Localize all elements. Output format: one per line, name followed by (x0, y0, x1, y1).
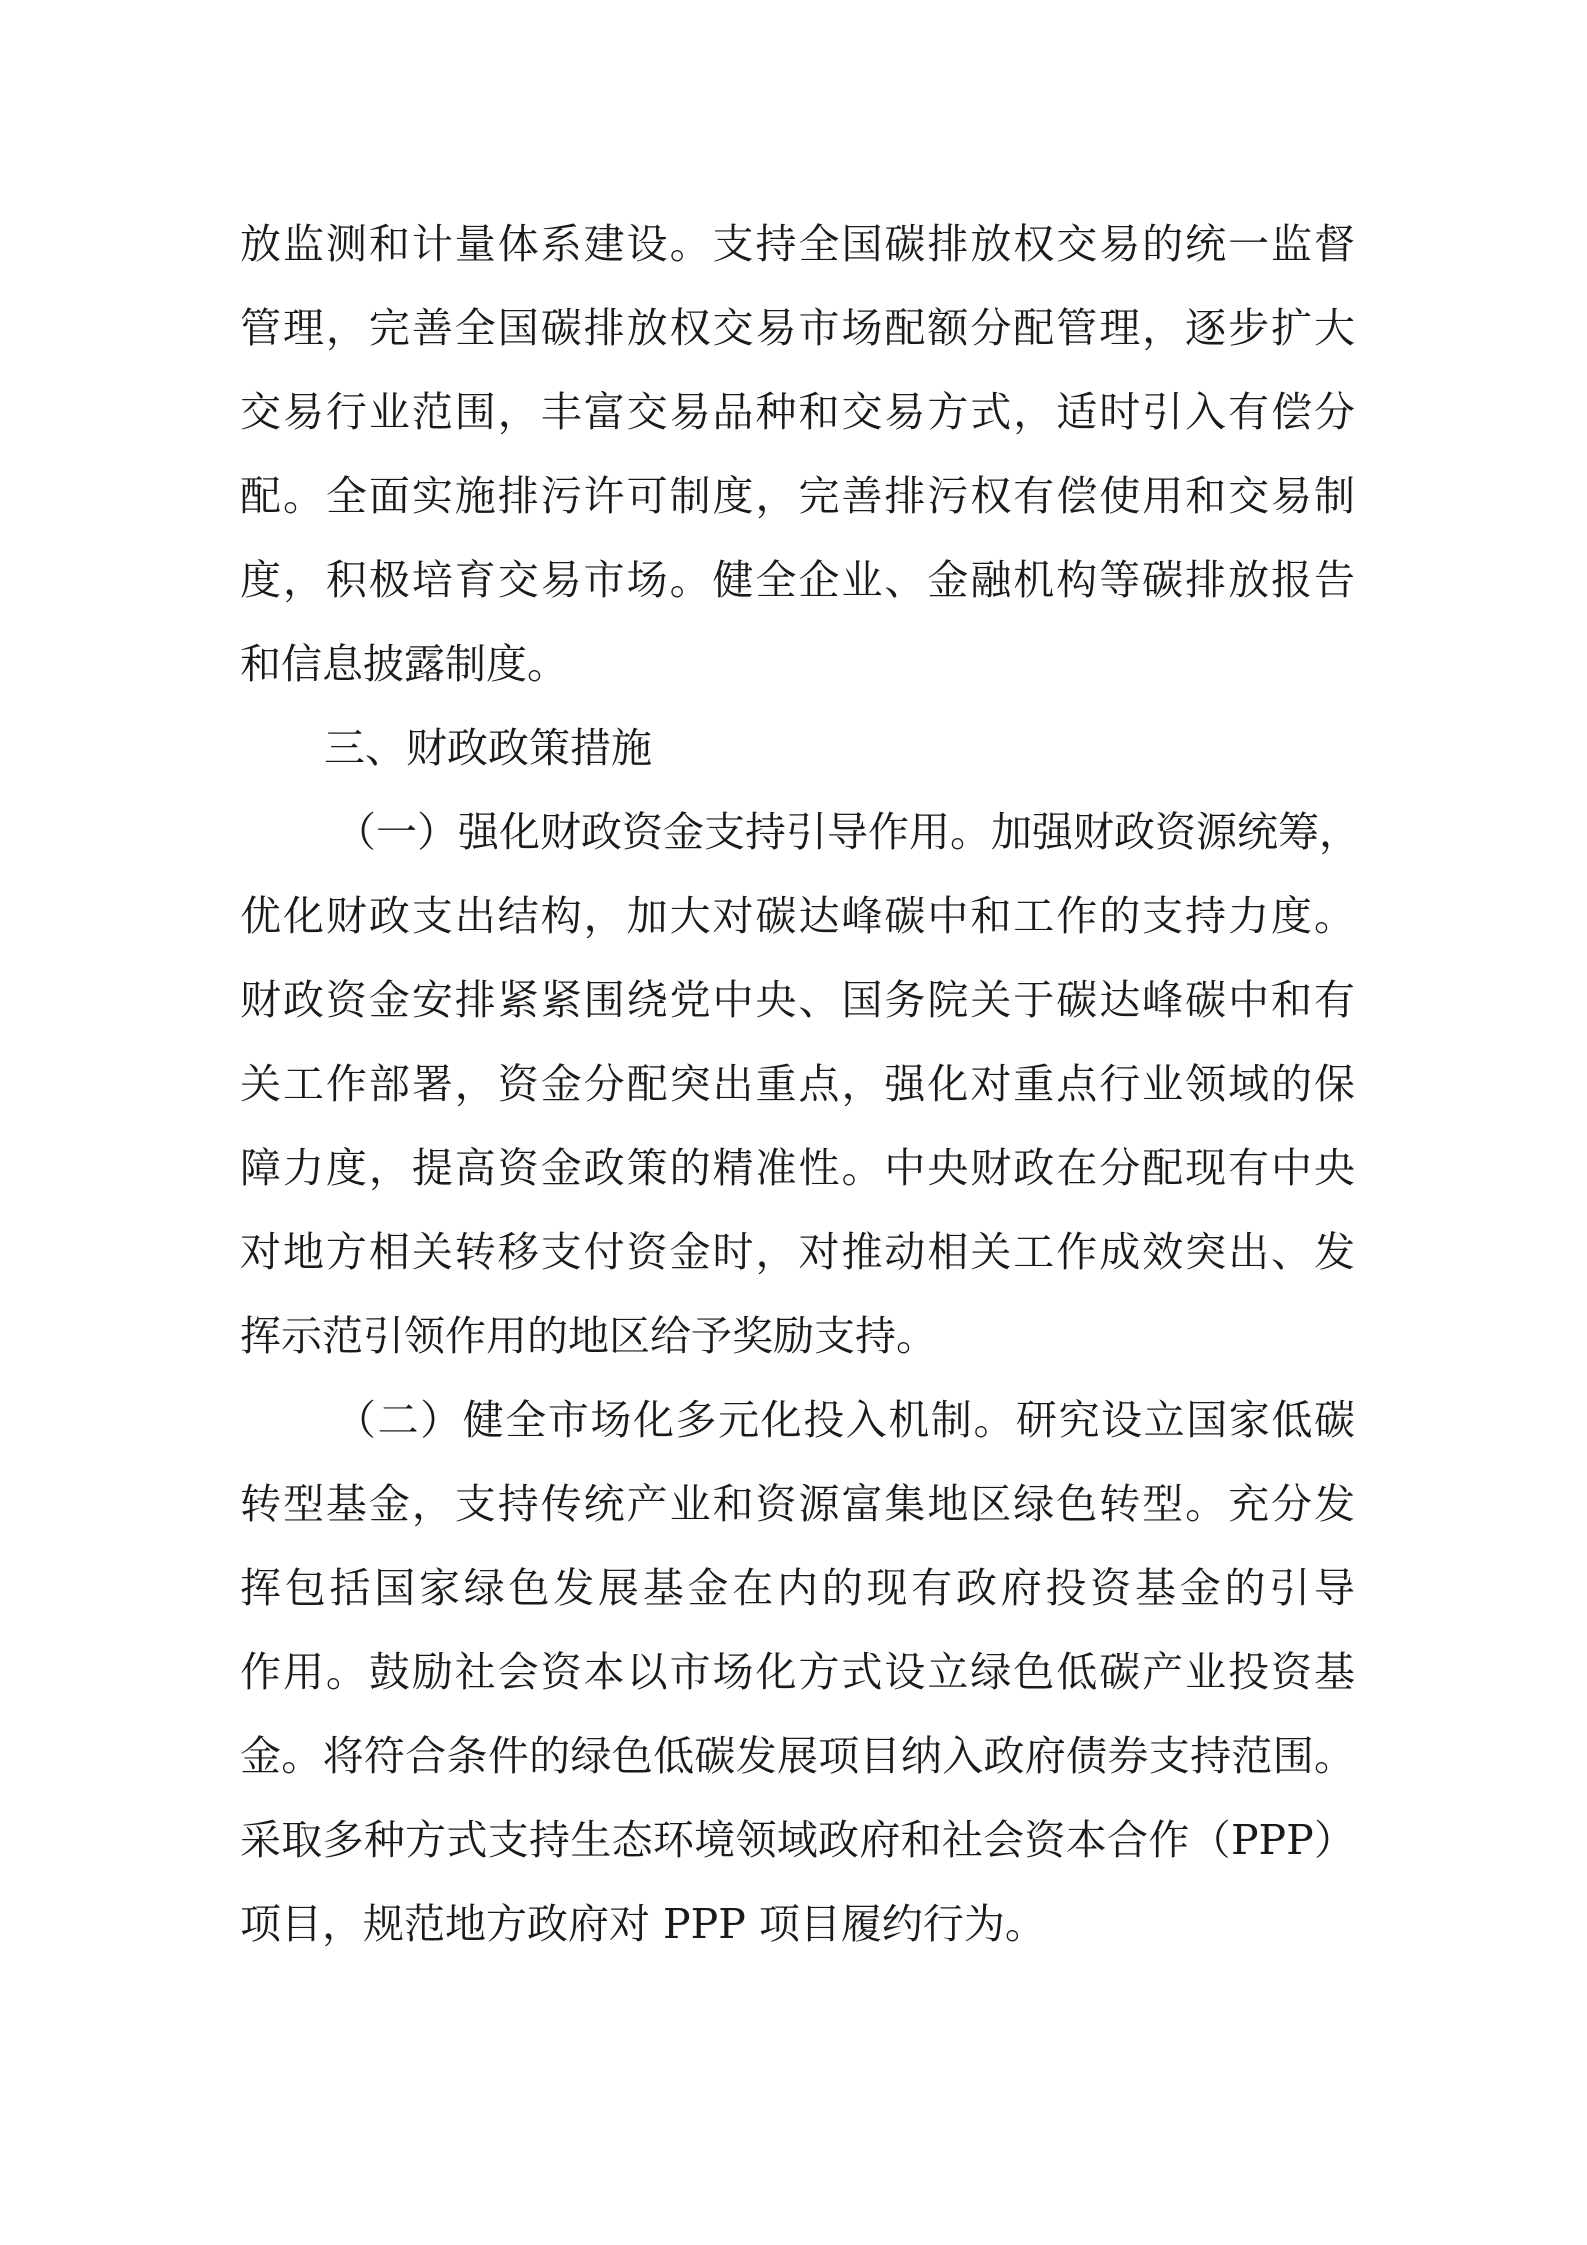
heading-fiscal-policy: 三、财政政策措施 (324, 724, 652, 772)
text-line: 对地方相关转移支付资金时，对推动相关工作成效突出、发 (240, 1228, 1355, 1276)
text-line: 放监测和计量体系建设。支持全国碳排放权交易的统一监督 (240, 220, 1355, 268)
text-line: 障力度，提高资金政策的精准性。中央财政在分配现有中央 (240, 1144, 1355, 1192)
text-line: （一）强化财政资金支持引导作用。加强财政资源统筹， (335, 808, 1360, 856)
text-line: 作用。鼓励社会资本以市场化方式设立绿色低碳产业投资基 (240, 1648, 1355, 1696)
text-line: 挥示范引领作用的地区给予奖励支持。 (240, 1312, 937, 1360)
text-line: 管理，完善全国碳排放权交易市场配额分配管理，逐步扩大 (240, 304, 1355, 352)
text-line: 转型基金，支持传统产业和资源富集地区绿色转型。充分发 (240, 1480, 1355, 1528)
paragraph-carbon-trading (240, 202, 1355, 706)
text-line: 项目，规范地方政府对 PPP 项目履约行为。 (240, 1900, 1046, 1948)
text-line: （二）健全市场化多元化投入机制。研究设立国家低碳 (335, 1396, 1355, 1444)
text-line: 金。将符合条件的绿色低碳发展项目纳入政府债券支持范围。 (240, 1732, 1355, 1780)
paragraph-market-investment (240, 1378, 1355, 1966)
text-line: 采取多种方式支持生态环境领域政府和社会资本合作（PPP） (240, 1816, 1355, 1864)
text-line: 交易行业范围，丰富交易品种和交易方式，适时引入有偿分 (240, 388, 1355, 436)
section-heading (240, 706, 1355, 790)
text-line: 财政资金安排紧紧围绕党中央、国务院关于碳达峰碳中和有 (240, 976, 1355, 1024)
text-line: 挥包括国家绿色发展基金在内的现有政府投资基金的引导 (240, 1564, 1355, 1612)
document-body (240, 202, 1360, 1966)
text-line: 优化财政支出结构，加大对碳达峰碳中和工作的支持力度。 (240, 892, 1355, 940)
text-line: 和信息披露制度。 (240, 640, 568, 688)
text-line: 配。全面实施排污许可制度，完善排污权有偿使用和交易制 (240, 472, 1355, 520)
text-line: 关工作部署，资金分配突出重点，强化对重点行业领域的保 (240, 1060, 1355, 1108)
paragraph-fiscal-support (240, 790, 1360, 1378)
text-line: 度，积极培育交易市场。健全企业、金融机构等碳排放报告 (240, 556, 1355, 604)
